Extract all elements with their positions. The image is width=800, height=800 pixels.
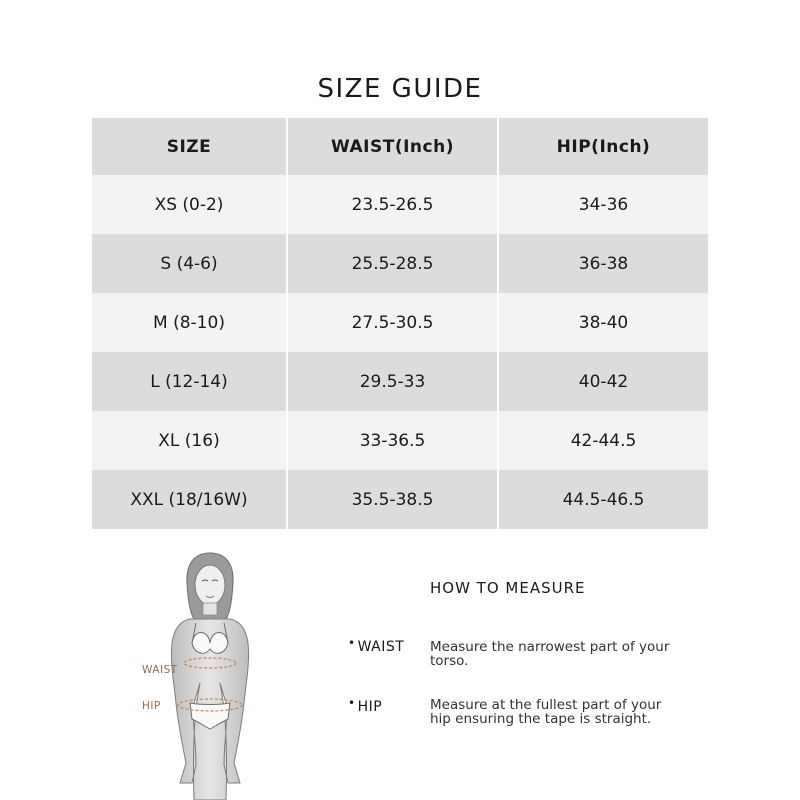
table-row xyxy=(92,470,708,529)
cell-hip: 42-44.5 xyxy=(498,411,708,470)
figure-waist-label: WAIST xyxy=(142,664,178,676)
measure-term-waist xyxy=(348,636,405,655)
header-size: SIZE xyxy=(92,118,287,175)
table-header-row xyxy=(92,118,708,175)
measure-term-hip xyxy=(348,696,383,715)
cell-waist: 23.5-26.5 xyxy=(287,175,498,234)
table-row xyxy=(92,352,708,411)
measure-description-waist: Measure the narrowest part of your torso. xyxy=(430,639,670,669)
cell-hip: 34-36 xyxy=(498,175,708,234)
table-row xyxy=(92,411,708,470)
header-hip: HIP(Inch) xyxy=(498,118,708,175)
bullet-icon: • xyxy=(348,696,356,710)
header-waist: WAIST(Inch) xyxy=(287,118,498,175)
cell-hip: 44.5-46.5 xyxy=(498,470,708,529)
cell-size: M (8-10) xyxy=(92,293,287,352)
measure-description-hip: Measure at the fullest part of your hip ensuring the tape is straight. xyxy=(430,697,662,727)
figure-hip-label: HIP xyxy=(142,700,161,712)
table-row xyxy=(92,293,708,352)
term-label: WAIST xyxy=(357,639,405,655)
cell-size: XXL (18/16W) xyxy=(92,470,287,529)
table-row xyxy=(92,234,708,293)
cell-waist: 35.5-38.5 xyxy=(287,470,498,529)
cell-hip: 38-40 xyxy=(498,293,708,352)
cell-size: XL (16) xyxy=(92,411,287,470)
cell-waist: 33-36.5 xyxy=(287,411,498,470)
cell-waist: 27.5-30.5 xyxy=(287,293,498,352)
cell-hip: 40-42 xyxy=(498,352,708,411)
term-label: HIP xyxy=(357,699,383,715)
cell-hip: 36-38 xyxy=(498,234,708,293)
bullet-icon: • xyxy=(348,636,356,650)
table-row xyxy=(92,175,708,234)
cell-size: XS (0-2) xyxy=(92,175,287,234)
how-to-measure-title: HOW TO MEASURE xyxy=(430,579,586,597)
cell-waist: 29.5-33 xyxy=(287,352,498,411)
cell-size: L (12-14) xyxy=(92,352,287,411)
page-title: SIZE GUIDE xyxy=(317,74,483,104)
cell-size: S (4-6) xyxy=(92,234,287,293)
cell-waist: 25.5-28.5 xyxy=(287,234,498,293)
size-table xyxy=(92,118,708,529)
